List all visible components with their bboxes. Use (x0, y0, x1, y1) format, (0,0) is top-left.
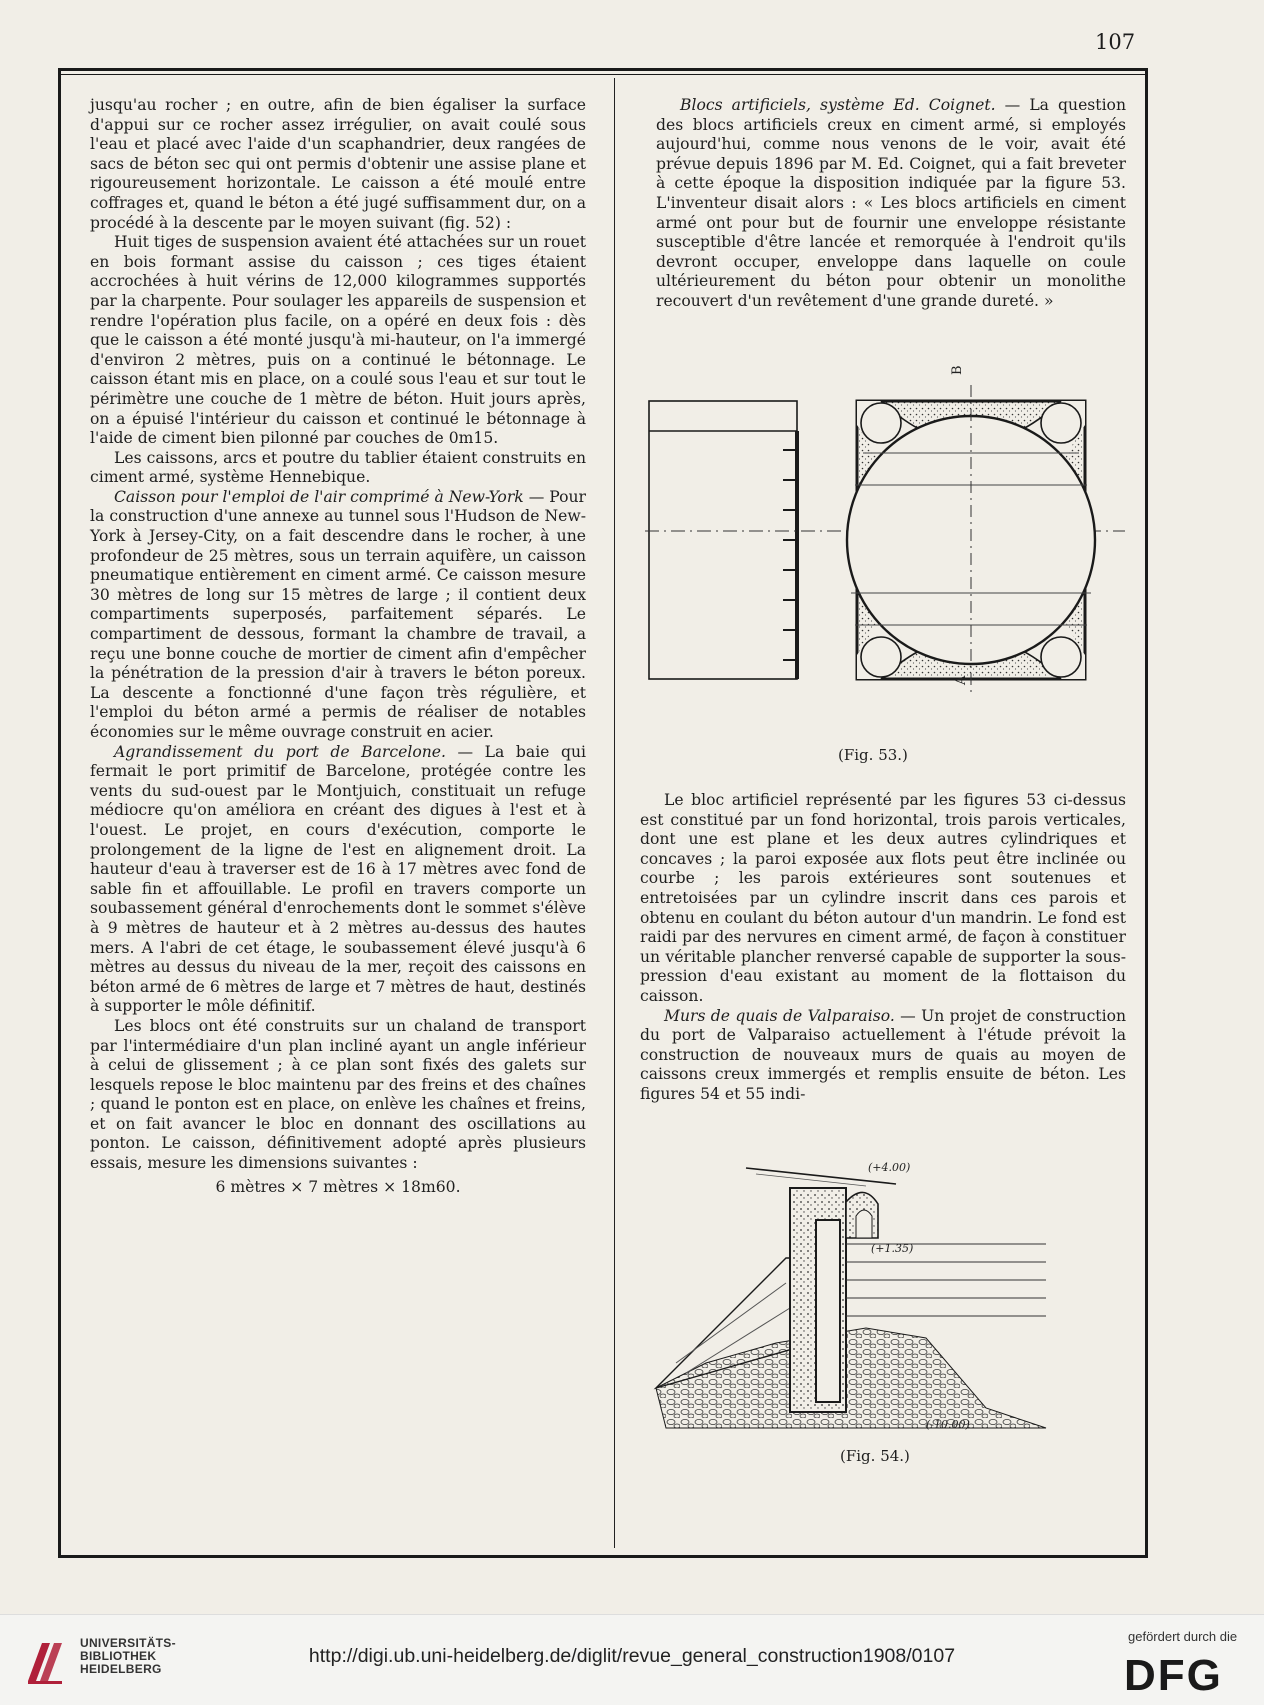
dfg-logo: DFG (1124, 1651, 1223, 1700)
corner-cylinder (1041, 637, 1081, 677)
section-title: Blocs artificiels, système Ed. Coignet. (680, 96, 996, 114)
paragraph: Huit tiges de suspension avaient été attachées sur un rouet en bois formant assise du caisson ; ces tiges étaient accrochées à huit vérins de 12,000 kilogrammes supportés par la charpente. Pour soulager les appareils de suspension et rendre l'opération plus facile, on a opéré en deux fois : dès que le caisson a été monté jusqu'à mi-hauteur, on l'a immergé d'environ 2 mètres, puis on a continué le bétonnage. Le caisson étant mis en place, on a coulé sous l'eau et sur tout le périmètre une couche de 1 mètre de béton. Huit jours après, on a épuisé l'intérieur du caisson et continué le bétonnage à l'aide de ciment bien pilonné par couches de 0m15. (90, 233, 586, 448)
paragraph: Le bloc artificiel représenté par les figures 53 ci-dessus est constitué par un fond horizontal, trois parois verticales, dont une est plane et les deux autres cylindriques et concaves ; la paroi exposée aux flots peut être inclinée ou courbe ; les parois extérieures sont soutenues et entretoisées par un cylindre inscrit dans ces parois et obtenu en coulant du béton autour d'un mandrin. Le fond est raidi par des nervures en ciment armé, de façon à constituer un véritable plancher renversé capable de supporter la sous-pression d'eau existant au moment de la flottaison du caisson. (640, 791, 1126, 1005)
paragraph (640, 1007, 1126, 1105)
right-column-top (656, 96, 1126, 312)
figure-54-diagram (666, 1158, 1046, 1431)
paragraph: Les blocs ont été construits sur un chaland de transport par l'intermédiaire d'un plan incliné ayant un angle inférieur à celui de glissement ; à ce plan sont fixés des galets sur lesquels repose le bloc maintenu par des freins et des chaînes ; quand le ponton est en place, on enlève les chaînes et freins, et on fait avancer le bloc en donnant des oscillations au ponton. Le caisson, définitivement adopté après plusieurs essais, mesure les dimensions suivantes : (90, 1016, 586, 1173)
rubble-mound (656, 1328, 1046, 1428)
figure-53-caption: (Fig. 53.) (838, 746, 908, 764)
paragraph: jusqu'au rocher ; en outre, afin de bien égaliser la surface d'appui sur ce rocher assez irrégulier, on avait coulé sous l'eau et placé avec l'aide d'un scaphandrier, deux rangées de sacs de béton sec qui ont permis d'obtenir une assise plane et rigoureusement horizontale. Le caisson a été moulé entre coffrages et, quand le béton a été jugé suffisamment dur, on a procédé à la descente par le moyen suivant (fig. 52) : (90, 96, 586, 232)
paragraph (656, 96, 1126, 312)
corner-cylinder (861, 403, 901, 443)
column-separator (614, 78, 615, 1548)
elevation-view (649, 401, 797, 679)
permalink-url[interactable]: http://digi.ub.uni-heidelberg.de/diglit/revue_general_construction1908/0107 (308, 1645, 956, 1667)
paragraph-body: — La baie qui fermait le port primitif de Barcelone, protégée contre les vents du sud-ouest par le Montjuich, constituait un refuge médiocre qu'on améliora en créant des digues à l'est et à l'ouest. Le projet, en cours d'exécution, comporte le prolongement de la ligne de l'est en alignement droit. La hauteur d'eau à traverser est de 16 à 17 mètres avec fond de sable fin et affouillable. Le profil en travers comporte un soubassement général d'enrochements dont le sommet s'élève à 9 mètres de hauteur et à 2 mètres au-dessus des hautes mers. A l'abri de cet étage, le soubassement élevé jusqu'à 6 mètres au dessus du niveau de la mer, reçoit des caissons en béton armé de 6 mètres de large et 7 mètres de haut, destinés à supporter le môle définitif. (90, 742, 586, 1016)
level-mid: (+1.35) (871, 1242, 914, 1255)
corner-cylinder (1041, 403, 1081, 443)
section-title: Caisson pour l'emploi de l'air comprimé à New-York (114, 487, 524, 506)
left-column (90, 96, 586, 1197)
level-bottom: (-10.00) (926, 1418, 970, 1431)
page-number: 107 (1095, 30, 1136, 54)
corner-cylinder (861, 637, 901, 677)
section-label-b: B (950, 365, 965, 375)
viewer-footer (0, 1614, 1264, 1705)
paragraph: Les caissons, arcs et poutre du tablier étaient construits en ciment armé, système Hennebique. (90, 448, 586, 487)
right-column-bottom (640, 791, 1126, 1105)
figure-53-diagram (645, 365, 1125, 775)
paragraph (90, 743, 586, 1017)
section-title: Agrandissement du port de Barcelone. (114, 742, 446, 761)
dimensions-line: 6 mètres × 7 mètres × 18m60. (215, 1177, 461, 1196)
top-rule (58, 74, 1148, 75)
paragraph-body: — La question des blocs artificiels creux en ciment armé, si employés aujourd'hui, comme nous venons de le voir, avait été prévue depuis 1896 par M. Ed. Coignet, qui a fait breveter à cette époque la disposition indiquée par la figure 53. L'inventeur disait alors : « Les blocs artificiels en ciment armé ont pour but de fournir une enveloppe résistante susceptible d'être lancée et remorquée à l'endroit qu'ils devront occuper, enveloppe dans laquelle on coule ultérieurement du béton pour obtenir un monolithe recouvert d'un revêtement d'une grande dureté. » (656, 96, 1126, 310)
funded-by-label: gefördert durch die (1128, 1629, 1238, 1644)
figure-54-caption: (Fig. 54.) (840, 1447, 910, 1465)
library-name: UNIVERSITÄTS- BIBLIOTHEK HEIDELBERG (80, 1636, 176, 1676)
section-label-a: A (954, 675, 969, 685)
section-title: Murs de quais de Valparaiso. (664, 1006, 895, 1025)
caisson-cell (816, 1220, 840, 1402)
level-top: (+4.00) (868, 1161, 911, 1174)
paragraph-body: — Un projet de construction du port de Valparaiso actuellement à l'étude prévoit la construction de nouveaux murs de quais au moyen de caissons creux immergés et remplis ensuite de béton. Les figures 54 et 55 indi- (640, 1006, 1126, 1103)
paragraph-body: — Pour la construction d'une annexe au tunnel sous l'Hudson de New-York à Jersey-City, on a fait descendre dans le rocher, à une profondeur de 25 mètres, sous un terrain aquifère, un caisson pneumatique entièrement en ciment armé. Ce caisson mesure 30 mètres de long sur 15 mètres de large ; il contient deux compartiments superposés, parfaitement séparés. Le compartiment de dessous, formant la chambre de travail, a reçu une bonne couche de mortier de ciment afin d'empêcher la pénétration de la pression d'air à travers le béton poreux. La descente a fonctionné d'une façon très régulière, et l'emploi du béton armé a permis de réaliser de notables économies sur le même ouvrage construit en acier. (90, 487, 586, 741)
paragraph (90, 488, 586, 743)
